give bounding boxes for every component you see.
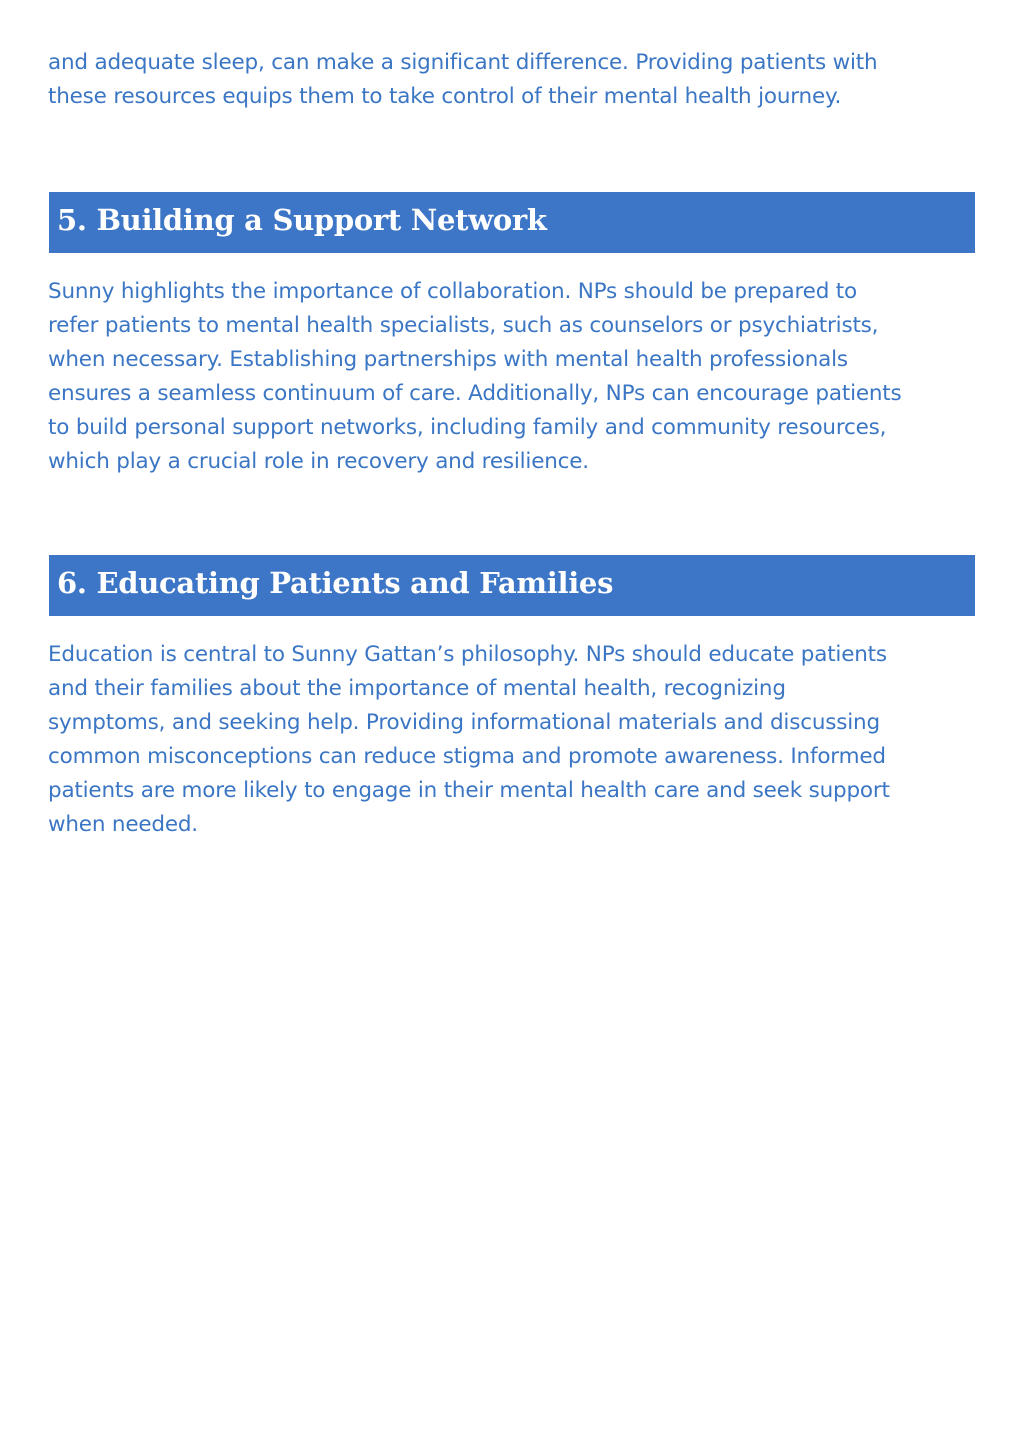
section-heading-bar xyxy=(49,192,975,253)
paragraph-line: to build personal support networks, including family and community resources, xyxy=(48,415,887,440)
paragraph-line: and their families about the importance of mental health, recognizing xyxy=(48,676,786,701)
section-heading-title: 5. Building a Support Network xyxy=(57,203,547,237)
paragraph-line: and adequate sleep, can make a significant difference. Providing patients with xyxy=(48,50,878,75)
paragraph-line: common misconceptions can reduce stigma and promote awareness. Informed xyxy=(48,744,886,769)
section-heading-bar xyxy=(49,555,975,616)
section-heading-title: 6. Educating Patients and Families xyxy=(57,566,614,600)
paragraph-line: symptoms, and seeking help. Providing informational materials and discussing xyxy=(48,710,880,735)
paragraph-line: refer patients to mental health specialists, such as counselors or psychiatrists, xyxy=(48,313,879,338)
intro-paragraph xyxy=(48,46,984,114)
paragraph-line: when necessary. Establishing partnerships with mental health professionals xyxy=(48,347,848,372)
section-paragraph xyxy=(48,275,984,479)
section-paragraph xyxy=(48,638,984,842)
paragraph-line: Sunny highlights the importance of collaboration. NPs should be prepared to xyxy=(48,279,857,304)
paragraph-line: ensures a seamless continuum of care. Additionally, NPs can encourage patients xyxy=(48,381,902,406)
paragraph-line: patients are more likely to engage in their mental health care and seek support xyxy=(48,778,890,803)
paragraph-line: Education is central to Sunny Gattan’s philosophy. NPs should educate patients xyxy=(48,642,887,667)
paragraph-line: these resources equips them to take control of their mental health journey. xyxy=(48,84,842,109)
paragraph-line: when needed. xyxy=(48,812,198,837)
paragraph-line: which play a crucial role in recovery and resilience. xyxy=(48,449,589,474)
